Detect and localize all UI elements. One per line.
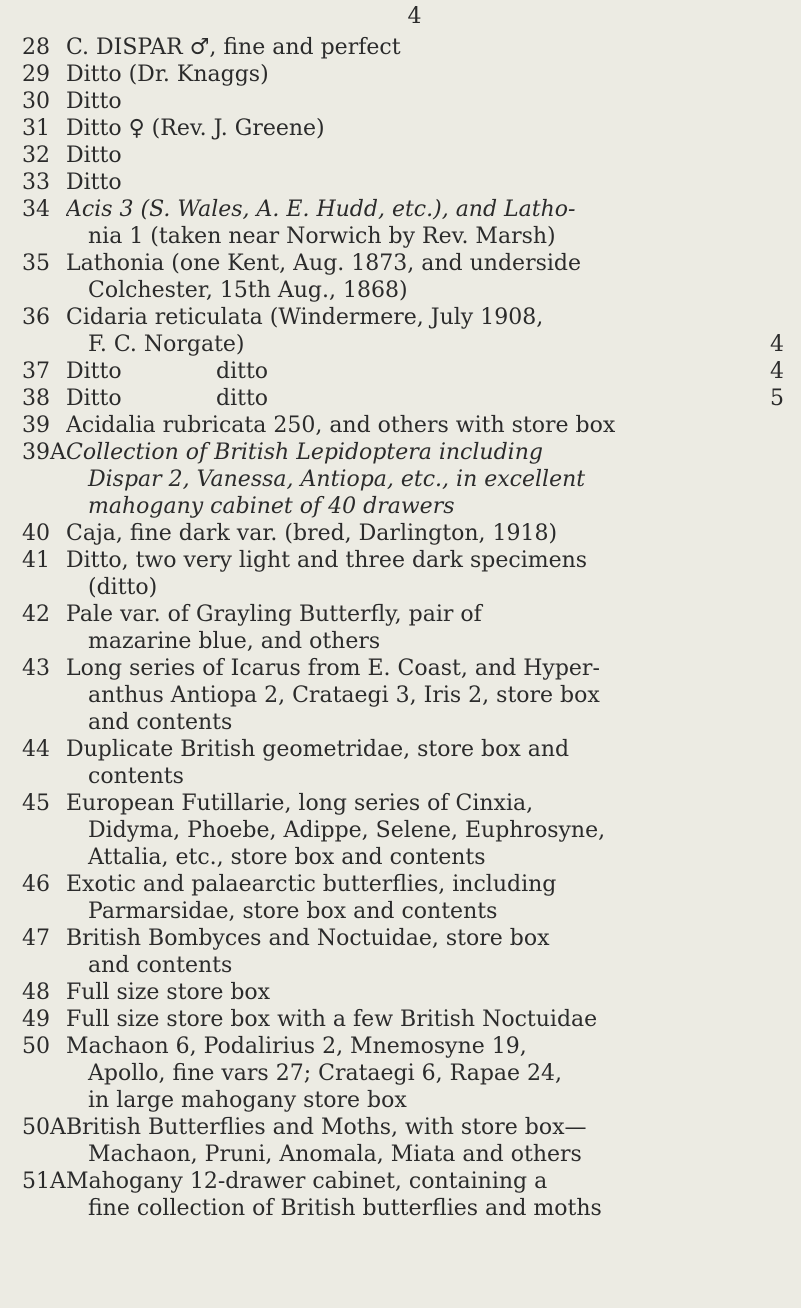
lot-description-cont: Attalia, etc., store box and contents	[88, 845, 486, 870]
lot-44	[22, 736, 792, 790]
lot-number: 32	[22, 143, 50, 168]
lot-50a	[22, 1114, 792, 1168]
lot-description-cont: nia 1 (taken near Norwich by Rev. Marsh)	[88, 224, 556, 249]
lot-description: Pale var. of Grayling Butterfly, pair of	[66, 602, 482, 627]
lot-description-cont: and contents	[88, 953, 233, 978]
lot-description-cont: Parmarsidae, store box and contents	[88, 899, 498, 924]
lot-description-cont: anthus Antiopa 2, Crataegi 3, Iris 2, store box	[88, 683, 600, 708]
lot-quantity: 4	[770, 332, 784, 357]
lot-description-ditto: ditto	[216, 386, 269, 411]
lot-description: British Butterflies and Moths, with store box—	[66, 1115, 587, 1140]
lot-number: 29	[22, 62, 50, 87]
lot-description: Caja, fine dark var. (bred, Darlington, 1918)	[66, 521, 558, 546]
lot-number: 50A	[22, 1115, 66, 1140]
lot-number: 34	[22, 197, 50, 222]
lot-38	[22, 385, 792, 412]
lot-number: 50	[22, 1034, 50, 1059]
lot-description-cont: and contents	[88, 710, 233, 735]
lot-description-cont: (ditto)	[88, 575, 158, 600]
lot-description: European Futillarie, long series of Cinxia,	[66, 791, 534, 816]
lot-description-ditto: ditto	[216, 359, 269, 384]
lot-number: 47	[22, 926, 50, 951]
lot-number: 39A	[22, 440, 66, 465]
lot-number: 37	[22, 359, 50, 384]
lot-30	[22, 88, 792, 115]
lot-number: 38	[22, 386, 50, 411]
lot-36	[22, 304, 792, 358]
lot-41	[22, 547, 792, 601]
lot-description-cont: Didyma, Phoebe, Adippe, Selene, Euphrosyne,	[88, 818, 606, 843]
lot-description-cont: Machaon, Pruni, Anomala, Miata and others	[88, 1142, 582, 1167]
lot-description: Ditto	[66, 359, 122, 384]
lot-description-cont: Colchester, 15th Aug., 1868)	[88, 278, 408, 303]
lot-number: 43	[22, 656, 50, 681]
lot-description: Collection of British Lepidoptera including	[66, 440, 543, 465]
lot-description: Ditto	[66, 143, 122, 168]
lot-32	[22, 142, 792, 169]
lot-description: Ditto	[66, 89, 122, 114]
page-number: 4	[407, 4, 422, 29]
lot-number: 41	[22, 548, 50, 573]
lot-number: 48	[22, 980, 50, 1005]
lot-description: Ditto (Dr. Knaggs)	[66, 62, 269, 87]
lot-50	[22, 1033, 792, 1114]
lot-number: 49	[22, 1007, 50, 1032]
lot-description: Duplicate British geometridae, store box and	[66, 737, 570, 762]
lot-description: Exotic and palaearctic butterflies, including	[66, 872, 557, 897]
lot-31	[22, 115, 792, 142]
lot-description-cont: Apollo, fine vars 27; Crataegi 6, Rapae 24,	[88, 1061, 563, 1086]
lot-29	[22, 61, 792, 88]
lot-description-cont: Dispar 2, Vanessa, Antiopa, etc., in excellent	[88, 467, 586, 492]
lot-37	[22, 358, 792, 385]
lot-51a	[22, 1168, 792, 1222]
lot-number: 35	[22, 251, 50, 276]
lot-33	[22, 169, 792, 196]
lot-42	[22, 601, 792, 655]
lot-43	[22, 655, 792, 736]
lot-description: Long series of Icarus from E. Coast, and Hyper-	[66, 656, 600, 681]
lot-description-cont: contents	[88, 764, 184, 789]
lot-39a	[22, 439, 792, 520]
lot-description: Lathonia (one Kent, Aug. 1873, and underside	[66, 251, 582, 276]
lot-description: Ditto	[66, 170, 122, 195]
lot-number: 42	[22, 602, 50, 627]
lot-number: 51A	[22, 1169, 66, 1194]
lot-description: Acidalia rubricata 250, and others with store box	[66, 413, 616, 438]
lot-48	[22, 979, 792, 1006]
lot-description-cont: fine collection of British butterflies and moths	[88, 1196, 602, 1221]
lot-description: Ditto	[66, 386, 122, 411]
lot-number: 45	[22, 791, 50, 816]
lot-46	[22, 871, 792, 925]
lot-number: 28	[22, 35, 50, 60]
lot-40	[22, 520, 792, 547]
lot-number: 40	[22, 521, 50, 546]
lot-quantity: 4	[770, 359, 784, 384]
lot-number: 33	[22, 170, 50, 195]
lot-description: Mahogany 12-drawer cabinet, containing a	[66, 1169, 548, 1194]
lot-description-cont: in large mahogany store box	[88, 1088, 407, 1113]
lot-description: British Bombyces and Noctuidae, store box	[66, 926, 550, 951]
lot-description-cont: F. C. Norgate)	[88, 332, 245, 357]
lot-number: 36	[22, 305, 50, 330]
lot-number: 46	[22, 872, 50, 897]
lot-47	[22, 925, 792, 979]
lot-description: Full size store box with a few British Noctuidae	[66, 1007, 598, 1032]
lot-28	[22, 34, 792, 61]
lot-description: Full size store box	[66, 980, 271, 1005]
lot-description: C. DISPAR ♂, fine and perfect	[66, 35, 401, 60]
lot-description: Ditto, two very light and three dark specimens	[66, 548, 588, 573]
lot-quantity: 5	[770, 386, 784, 411]
lot-description: Cidaria reticulata (Windermere, July 1908,	[66, 305, 544, 330]
lot-49	[22, 1006, 792, 1033]
lot-number: 31	[22, 116, 50, 141]
lot-description: Machaon 6, Podalirius 2, Mnemosyne 19,	[66, 1034, 527, 1059]
lot-34	[22, 196, 792, 250]
lot-description-cont: mazarine blue, and others	[88, 629, 381, 654]
lot-description: Acis 3 (S. Wales, A. E. Hudd, etc.), and Latho-	[66, 197, 576, 222]
lot-number: 30	[22, 89, 50, 114]
lot-45	[22, 790, 792, 871]
lot-35	[22, 250, 792, 304]
lot-description: Ditto ♀ (Rev. J. Greene)	[66, 116, 325, 141]
lot-number: 44	[22, 737, 50, 762]
lot-39	[22, 412, 792, 439]
lot-list	[22, 34, 792, 1222]
lot-number: 39	[22, 413, 50, 438]
lot-description-cont: mahogany cabinet of 40 drawers	[88, 494, 455, 519]
